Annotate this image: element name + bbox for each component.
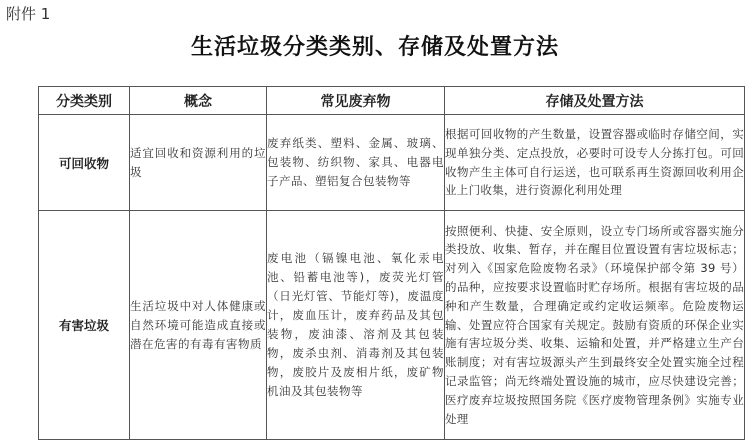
header-category: 分类类别 [39,87,130,115]
header-common-waste: 常见废弃物 [267,87,445,115]
table-row [39,211,745,440]
common-waste-cell: 废弃纸类、塑料、金属、玻璃、包装物、纺织物、家具、电器电子产品、塑铝复合包装物等 [267,115,445,211]
storage-method-cell: 按照便利、快捷、安全原则，设立专门场所或容器实施分类投放、收集、暂存，并在醒目位置设置有害垃圾标志；对列入《国家危险废物名录》（环境保护部令第 39 号）的品种，应按要求设置临时贮存场所。根据有害垃圾的品种和产生数量，合理确定或约定收运频率。危险废物运输、处置应符合国家有关规定。鼓励有资质的环保企业实施有害垃圾分类、收集、运输和处置，并严格建立生产台账制度；对有害垃圾源头产生到最终安全处置实施全过程记录监管；尚无终端处置设施的城市，应尽快建设完善；医疗废弃垃圾按照国务院《医疗废物管理条例》实施专业处理 [445,211,745,440]
header-concept: 概念 [130,87,267,115]
concept-cell: 生活垃圾中对人体健康或自然环境可能造成直接或潜在危害的有毒有害物质 [130,211,267,440]
page-title: 生活垃圾分类类别、存储及处置方法 [190,35,559,60]
common-waste-cell: 废电池（镉镍电池、氧化汞电池、铅蓄电池等)，废荧光灯管（日光灯管、节能灯等)，废温度计，废血压计，废弃药品及其包装物，废油漆、溶剂及其包装物，废杀虫剂、消毒剂及其包装物，废胶片及废相片纸，废矿物机油及其包装物等 [267,211,445,440]
header-storage-method: 存储及处置方法 [445,87,745,115]
classification-table [38,86,745,440]
category-cell: 有害垃圾 [39,211,130,440]
storage-method-cell: 根据可回收物的产生数量，设置容器或临时存储空间，实现单独分类、定点投放，必要时可设专人分拣打包。可回收物产生主体可自行运送，也可联系再生资源回收利用企业上门收集，进行资源化利用处理 [445,115,745,211]
concept-cell: 适宜回收和资源利用的垃圾 [130,115,267,211]
table-header-row [39,87,745,115]
attachment-label: 附件 1 [6,5,51,23]
table-row [39,115,745,211]
category-cell: 可回收物 [39,115,130,211]
